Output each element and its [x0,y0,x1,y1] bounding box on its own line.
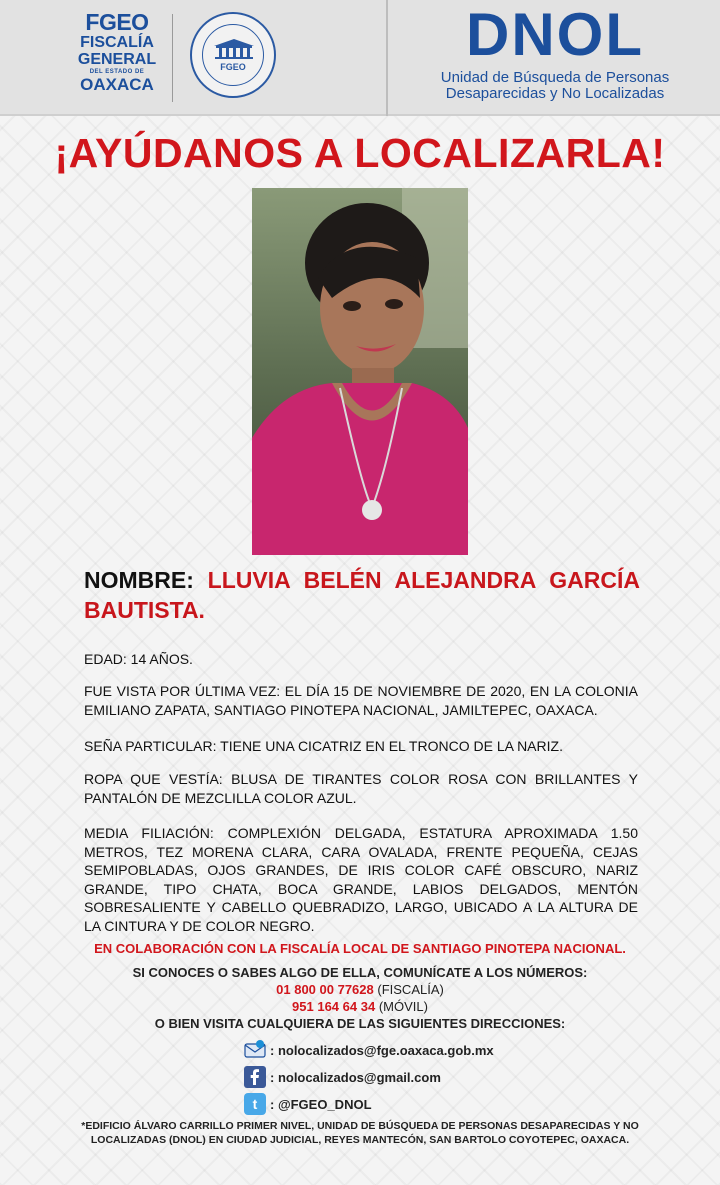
fiscalia-seal [190,12,276,98]
email-icon [244,1039,266,1061]
headline: ¡AYÚDANOS A LOCALIZARLA! [54,130,666,176]
age-text: EDAD: 14 AÑOS. [84,651,193,667]
header [0,0,720,116]
fgeo-logo-line3: GENERAL [77,51,157,68]
address-footnote: *EDIFICIO ÁLVARO CARRILLO PRIMER NIVEL, UNIDAD DE BÚSQUEDA DE PERSONAS DESAPARECIDAS Y NO LOCALIZADAS (DNOL) EN CIUDAD JUDICIAL, REYES MANTECÓN, SAN BARTOLO COYOTEPEC, OAXACA. [81,1120,639,1146]
seal-text: FGEO [220,62,246,72]
missing-person-photo [252,188,468,555]
facebook-account: : nolocalizados@gmail.com [270,1069,441,1085]
phone-fiscalia[interactable]: 01 800 00 77628 [276,982,374,997]
contact-intro: SI CONOCES O SABES ALGO DE ELLA, COMUNÍCATE A LOS NÚMEROS: [132,965,588,980]
svg-text:t: t [252,1096,258,1112]
clothing-text: ROPA QUE VESTÍA: BLUSA DE TIRANTES COLOR ROSA CON BRILLANTES Y PANTALÓN DE MEZCLILLA COLOR AZUL. [84,771,638,806]
dnol-block [390,0,720,116]
twitter-handle: : @FGEO_DNOL [270,1096,372,1112]
last-seen-text: FUE VISTA POR ÚLTIMA VEZ: EL DÍA 15 DE NOVIEMBRE DE 2020, EN LA COLONIA EMILIANO ZAPATA, SANTIAGO PINOTEPA NACIONAL, JAMILTEPEC, OAXACA. [84,683,638,718]
email-address: : nolocalizados@fge.oaxaca.gob.mx [270,1042,494,1058]
physical-description-text: MEDIA FILIACIÓN: COMPLEXIÓN DELGADA, ESTATURA APROXIMADA 1.50 METROS, TEZ MORENA CLARA, CARA OVALADA, FRENTE PEQUEÑA, CEJAS SEMIPOBLADAS, OJOS GRANDES, DE IRIS COLOR CAFÉ OBSCURO, NARIZ GRANDE, TIPO CHATA, BOCA GRANDE, LABIOS DELGADOS, MENTÓN SOBRESALIENTE Y CABELLO QUEBRADIZO, LARGO, UBICADO A LA ALTURA DE LA CINTURA Y DE COLOR NEGRO. [84,825,638,934]
email-contact-row[interactable] [244,1038,494,1062]
phone-line-1 [0,981,720,998]
fgeo-block [0,0,388,116]
person-name [84,565,640,625]
facebook-icon [244,1066,266,1088]
twitter-icon [244,1093,266,1115]
fgeo-logo [74,10,160,94]
phone-movil-tag: (MÓVIL) [378,999,428,1014]
dnol-title: DNOL [466,1,644,68]
dnol-subtitle-line1: Unidad de Búsqueda de Personas [440,69,670,86]
name-value: LLUVIA BELÉN ALEJANDRA GARCÍA BAUTISTA. [84,567,641,623]
fgeo-logo-line4: DEL ESTADO DE [89,69,145,75]
building-icon [210,38,258,60]
visit-addresses-intro: O BIEN VISITA CUALQUIERA DE LAS SIGUIENTES DIRECCIONES: [154,1016,566,1031]
distinguishing-mark-text: SEÑA PARTICULAR: TIENE UNA CICATRIZ EN EL TRONCO DE LA NARIZ. [84,738,563,754]
phone-movil[interactable]: 951 164 64 34 [292,999,376,1014]
phone-fiscalia-tag: (FISCALÍA) [377,982,444,997]
facebook-contact-row[interactable] [244,1065,441,1089]
fgeo-logo-line1: FGEO [85,9,149,35]
fgeo-logo-line2: FISCALÍA [80,34,154,51]
collaboration-note: EN COLABORACIÓN CON LA FISCALÍA LOCAL DE SANTIAGO PINOTEPA NACIONAL. [94,941,626,956]
dnol-subtitle [390,70,720,102]
fgeo-logo-line5: OAXACA [80,75,154,94]
name-label: NOMBRE: [84,567,194,593]
twitter-contact-row[interactable] [244,1092,372,1116]
phone-line-2 [0,998,720,1015]
dnol-subtitle-line2: Desaparecidas y No Localizadas [445,85,665,102]
header-divider [172,14,173,102]
portrait-illustration [252,188,468,555]
